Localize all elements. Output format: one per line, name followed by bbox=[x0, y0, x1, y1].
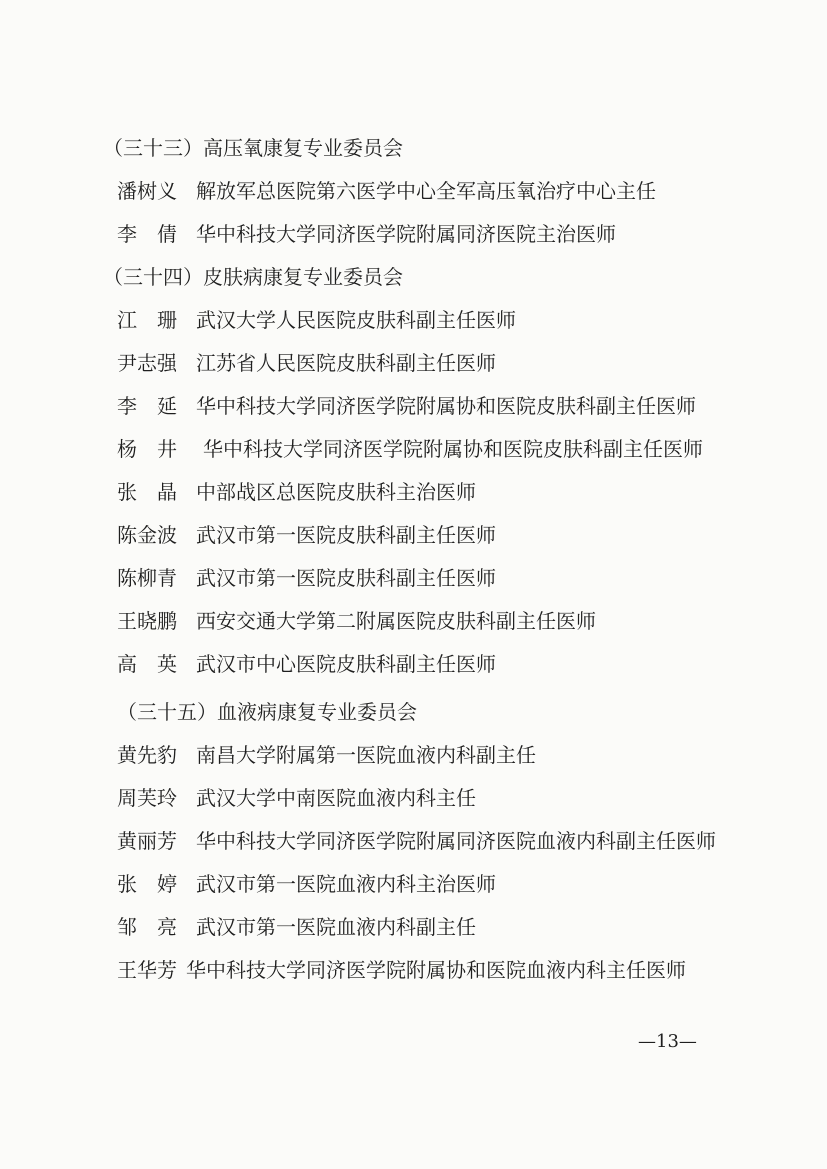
member-name: 尹志强 bbox=[117, 351, 177, 375]
member-affiliation: 武汉市第一医院皮肤科副主任医师 bbox=[196, 566, 496, 590]
member-name: 王华芳 bbox=[117, 958, 177, 982]
member-row bbox=[0, 869, 827, 899]
member-affiliation: 华中科技大学同济医学院附属同济医院血液内科副主任医师 bbox=[196, 829, 716, 853]
member-name: 黄丽芳 bbox=[117, 829, 177, 853]
member-row bbox=[0, 477, 827, 507]
member-row bbox=[0, 434, 827, 464]
member-name: 黄先豹 bbox=[117, 743, 177, 767]
section-heading: （三十五）血液病康复专业委员会 bbox=[117, 700, 417, 724]
member-affiliation: 武汉大学中南医院血液内科主任 bbox=[196, 786, 476, 810]
section-heading: （三十四）皮肤病康复专业委员会 bbox=[103, 265, 403, 289]
section-heading-34-line bbox=[0, 262, 827, 292]
member-row bbox=[0, 740, 827, 770]
member-name: 杨井 bbox=[117, 437, 197, 461]
member-affiliation: 南昌大学附属第一医院血液内科副主任 bbox=[196, 743, 536, 767]
member-name: 陈金波 bbox=[117, 523, 177, 547]
member-name: 王晓鹏 bbox=[117, 609, 177, 633]
member-name: 潘树义 bbox=[117, 179, 177, 203]
member-affiliation: 华中科技大学同济医学院附属协和医院血液内科主任医师 bbox=[186, 958, 686, 982]
member-row bbox=[0, 305, 827, 335]
member-affiliation: 江苏省人民医院皮肤科副主任医师 bbox=[196, 351, 496, 375]
member-name: 高英 bbox=[117, 652, 197, 676]
section-heading-35-line bbox=[0, 697, 827, 727]
member-name: 江珊 bbox=[117, 308, 197, 332]
member-row bbox=[0, 348, 827, 378]
section-heading: （三十三）高压氧康复专业委员会 bbox=[103, 136, 403, 160]
member-affiliation: 武汉市第一医院血液内科主治医师 bbox=[196, 872, 496, 896]
member-row bbox=[0, 563, 827, 593]
member-affiliation: 西安交通大学第二附属医院皮肤科副主任医师 bbox=[196, 609, 596, 633]
member-row bbox=[0, 783, 827, 813]
member-row bbox=[0, 826, 827, 856]
member-name: 张婷 bbox=[117, 872, 197, 896]
member-row bbox=[0, 391, 827, 421]
member-row bbox=[0, 955, 827, 985]
member-row bbox=[0, 606, 827, 636]
member-row bbox=[0, 649, 827, 679]
member-affiliation: 武汉市第一医院血液内科副主任 bbox=[196, 915, 476, 939]
member-row bbox=[0, 912, 827, 942]
member-affiliation: 解放军总医院第六医学中心全军高压氧治疗中心主任 bbox=[196, 179, 656, 203]
member-affiliation: 中部战区总医院皮肤科主治医师 bbox=[196, 480, 476, 504]
member-name: 李延 bbox=[117, 394, 197, 418]
member-row bbox=[0, 176, 827, 206]
member-affiliation: 武汉大学人民医院皮肤科副主任医师 bbox=[196, 308, 516, 332]
member-name: 李倩 bbox=[117, 222, 197, 246]
member-name: 张晶 bbox=[117, 480, 197, 504]
member-affiliation: 武汉市中心医院皮肤科副主任医师 bbox=[196, 652, 496, 676]
member-affiliation: 武汉市第一医院皮肤科副主任医师 bbox=[196, 523, 496, 547]
member-affiliation: 华中科技大学同济医学院附属协和医院皮肤科副主任医师 bbox=[203, 437, 703, 461]
member-name: 陈柳青 bbox=[117, 566, 177, 590]
member-affiliation: 华中科技大学同济医学院附属协和医院皮肤科副主任医师 bbox=[196, 394, 696, 418]
member-name: 邹亮 bbox=[117, 915, 197, 939]
member-row bbox=[0, 520, 827, 550]
page-number: —13— bbox=[638, 1031, 697, 1052]
member-name: 周芙玲 bbox=[117, 786, 177, 810]
section-heading-33-line bbox=[0, 133, 827, 163]
member-affiliation: 华中科技大学同济医学院附属同济医院主治医师 bbox=[196, 222, 616, 246]
member-row bbox=[0, 219, 827, 249]
